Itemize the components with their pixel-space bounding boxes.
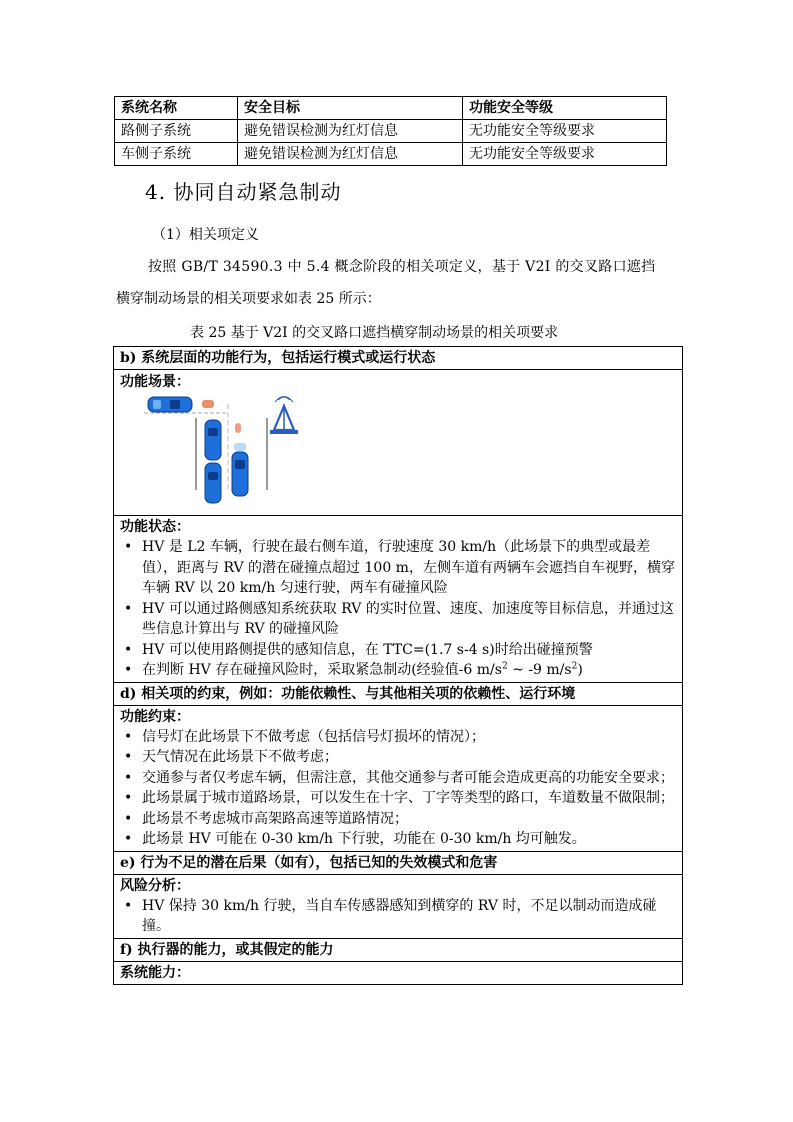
safety-goal-table bbox=[114, 96, 667, 166]
table-row bbox=[115, 143, 667, 166]
header-cell: 系统名称 bbox=[115, 97, 238, 120]
section-row-f: f) 执行器的能力，或其假定的能力 bbox=[114, 938, 683, 961]
list-item: • HV 可以通过路侧感知系统获取 RV 的实时位置、速度、加速度等目标信息，并通过这些信息计算出与 RV 的碰撞风险 bbox=[136, 599, 676, 640]
paragraph-line-2: 横穿制动场景的相关项要求如表 25 所示： bbox=[116, 291, 381, 307]
hv-ego-car bbox=[232, 443, 248, 496]
capability-cell bbox=[114, 961, 683, 984]
rv-crossing-car bbox=[148, 397, 192, 412]
state-cell bbox=[114, 516, 683, 683]
paragraph-line-1: 按照 GB/T 34590.3 中 5.4 概念阶段的相关项定义，基于 V2I 的交叉路口遮挡 bbox=[148, 259, 656, 275]
list-item: • HV 保持 30 km/h 行驶，当自车传感器感知到横穿的 RV 时，不足以制动而造成碰撞。 bbox=[136, 896, 676, 937]
superscript: 2 bbox=[501, 661, 508, 672]
superscript: 2 bbox=[571, 661, 578, 672]
section-row-e: e) 行为不足的潜在后果（如有），包括已知的失效模式和危害 bbox=[114, 851, 683, 874]
risk-label: 风险分析： bbox=[120, 877, 190, 894]
occluding-car-1 bbox=[205, 420, 221, 460]
state-list bbox=[120, 537, 676, 681]
header-cell: 功能安全等级 bbox=[463, 97, 667, 120]
list-item: • HV 是 L2 车辆，行驶在最右侧车道，行驶速度 30 km/h（此场景下的典型或最差值），距离与 RV 的潜在碰撞点超过 100 m，左侧车道有两辆车会遮挡自车视野，横穿车辆 RV 以 20 km/h 匀速行驶，两车有碰撞风险 bbox=[136, 537, 676, 599]
section-row-b: b) 系统层面的功能行为，包括运行模式或运行状态 bbox=[114, 347, 683, 370]
capability-label: 系统能力： bbox=[120, 964, 190, 981]
occluding-car-2 bbox=[205, 463, 221, 503]
list-item: • 此场景属于城市道路场景，可以发生在十字、丁字等类型的路口，车道数量不做限制； bbox=[136, 788, 676, 809]
state-label: 功能状态： bbox=[120, 519, 190, 535]
list-item: • 交通参与者仅考虑车辆，但需注意，其他交通参与者可能会造成更高的功能安全要求； bbox=[136, 768, 676, 789]
section-heading: 4. 协同自动紧急制动 bbox=[145, 180, 342, 204]
list-item: • 信号灯在此场景下不做考虑（包括信号灯损坏的情况）； bbox=[136, 727, 676, 748]
text-segment: ~ -9 m/s bbox=[507, 662, 572, 678]
table-cell: 避免错误检测为红灯信息 bbox=[238, 120, 463, 143]
rv-brake-light-icon bbox=[202, 400, 214, 408]
table-caption: 表 25 基于 V2I 的交叉路口遮挡横穿制动场景的相关项要求 bbox=[190, 325, 559, 341]
text-segment: 在判断 HV 存在碰撞风险时，采取紧急制动(经验值-6 m/s bbox=[142, 662, 502, 678]
table-cell: 路侧子系统 bbox=[115, 120, 238, 143]
intersection-scene-diagram bbox=[144, 394, 304, 510]
scene-label: 功能场景： bbox=[120, 374, 190, 390]
constraint-list bbox=[120, 727, 676, 850]
list-item: • HV 可以使用路侧提供的感知信息，在 TTC=(1.7 s-4 s)时给出碰撞预警 bbox=[136, 640, 676, 661]
hv-brake-light-icon bbox=[235, 423, 241, 433]
table-cell: 避免错误检测为红灯信息 bbox=[238, 143, 463, 166]
text-segment: ) bbox=[577, 662, 583, 678]
risk-list bbox=[120, 896, 676, 937]
list-item: • 此场景不考虑城市高架路高速等道路情况； bbox=[136, 809, 676, 830]
list-item: • 此场景 HV 可能在 0-30 km/h 下行驶，功能在 0-30 km/h 均可触发。 bbox=[136, 829, 676, 850]
list-item: • 天气情况在此场景下不做考虑； bbox=[136, 747, 676, 768]
header-cell: 安全目标 bbox=[238, 97, 463, 120]
sub-heading: （1）相关项定义 bbox=[152, 227, 259, 243]
table-header-row bbox=[115, 97, 667, 120]
constraint-cell bbox=[114, 705, 683, 851]
table-cell: 无功能安全等级要求 bbox=[463, 120, 667, 143]
scene-cell bbox=[114, 370, 683, 516]
rsu-antenna-icon bbox=[270, 397, 298, 435]
table-row bbox=[115, 120, 667, 143]
table-cell: 无功能安全等级要求 bbox=[463, 143, 667, 166]
list-item bbox=[136, 660, 676, 681]
section-row-d: d) 相关项的约束，例如：功能依赖性、与其他相关项的依赖性、运行环境 bbox=[114, 682, 683, 705]
risk-cell bbox=[114, 874, 683, 938]
requirements-table bbox=[113, 346, 683, 985]
table-cell: 车侧子系统 bbox=[115, 143, 238, 166]
constraint-label: 功能约束： bbox=[120, 708, 190, 725]
